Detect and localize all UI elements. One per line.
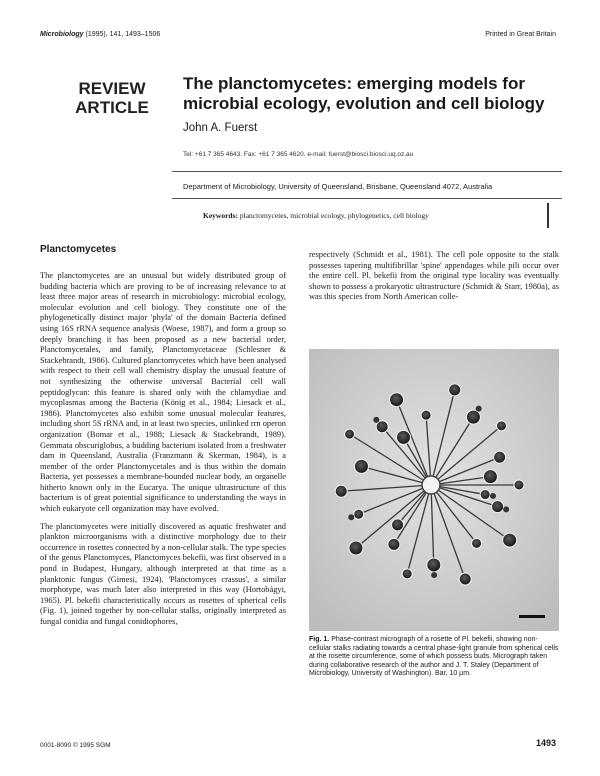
cell-18 xyxy=(496,421,506,431)
cell-19 xyxy=(494,451,506,463)
cell-20 xyxy=(483,470,497,484)
cell-3 xyxy=(472,538,482,548)
keywords-margin-bar xyxy=(547,203,549,228)
body-paragraph-3: respectively (Schmidt et al., 1981). The cell pole opposite to the stalk possesses tapering multifibrillar 'spine' appendages while pili occur over the entire cell. Pl. bekefii from the original type locality was eventually shown to possess a prokaryotic ultrastructure (Schmidt & Starr, 1980a), as was this species from North American colle- xyxy=(309,250,559,302)
cell-4 xyxy=(459,573,471,585)
article-title-line1: The planctomycetes: emerging models for xyxy=(183,74,525,93)
journal-citation xyxy=(40,31,160,38)
cell-12 xyxy=(345,429,355,439)
scale-bar xyxy=(519,615,545,618)
article-type-line1: REVIEW xyxy=(78,79,146,98)
figure-caption-label: Fig. 1. xyxy=(309,636,330,643)
cell-10 xyxy=(335,485,347,497)
header-rule-top xyxy=(172,171,562,172)
bud-17 xyxy=(476,406,482,412)
cell-21 xyxy=(480,490,490,500)
cell-15 xyxy=(421,410,431,420)
cell-16 xyxy=(449,384,461,396)
keywords-text: planctomycetes, microbial ecology, phylogenetics, cell biology xyxy=(239,211,429,220)
bud-21 xyxy=(490,493,496,499)
cell-17 xyxy=(466,410,480,424)
cell-22 xyxy=(392,519,404,531)
cell-13 xyxy=(376,421,388,433)
article-type-line2: ARTICLE xyxy=(75,98,149,117)
bud-5 xyxy=(431,572,437,578)
figure-caption xyxy=(309,636,559,679)
cell-2 xyxy=(503,533,517,547)
figure-caption-text: Phase-contrast micrograph of a rosette of Pl. bekefii, showing non-cellular stalks radiating towards a central phase-light granule from spherical cells at the rosette circumference, some of which possess buds. Micrograph taken during collaborative research of the author and J. T. Staley (Department of Microbiology, University of Washington). Bar, 10 µm. xyxy=(309,636,559,677)
cell-23 xyxy=(397,430,411,444)
author-affiliation: Department of Microbiology, University of Queensland, Brisbane, Queensland 4072, Australia xyxy=(183,182,493,191)
body-paragraph-1: The planctomycetes are an unusual but widely distributed group of budding bacteria which are proving to be of increasing relevance to at least three major areas of research in microbiology: microbial ecology, molecular evolution and cell biology. They constitute one of the phylogenetically distinct major 'phyla' of the domain Bacteria defined using 16S rRNA sequence analysis (Woese, 1987), and form a group so deeply branching it has been proposed as a new bacterial order, Planctomycetales, and family, Planctomycetaceae (Schlesner & Stackebrandt, 1986). Cultured planctomycetes which have been analysed with respect to their cell wall chemistry display the unusual feature of not synthesizing the otherwise universal Bacterial cell wall peptidoglycan: this feature is shared only with the chlamydiae and mycoplasmas among the Bacteria (König et al., 1984; Liesack et al., 1986). Planctomycetes also exhibit some unusual molecular features, including short 5S rRNA and, in at least two species, unlinked rrn operon organization (Bomar et al., 1988; Liesack & Stackebrandt, 1989). Gemmata obscuriglobus, a budding bacterium isolated from a freshwater dam in Queensland, Australia (Franzmann & Skerman, 1984), is a member of the order Planctomycetales and is thus within the domain Bacteria, yet possesses a membrane-bounded nuclear body, an organelle hitherto known only in the Eucarya. The unique ultrastructure of this bacterium is of great potential significance to understanding the ways in which eukaryote cell organization may have evolved. xyxy=(40,271,286,514)
bud-13 xyxy=(373,417,379,423)
figure-micrograph xyxy=(309,349,559,631)
cell-5 xyxy=(427,558,441,572)
keywords-line xyxy=(203,211,429,220)
cell-9 xyxy=(354,509,364,519)
article-type-label xyxy=(62,79,162,117)
page-number: 1493 xyxy=(535,738,556,748)
author-name: John A. Fuerst xyxy=(183,122,258,134)
cell-8 xyxy=(349,541,363,555)
journal-name: Microbiology xyxy=(40,31,84,38)
cell-0 xyxy=(514,480,524,490)
header-rule-bottom xyxy=(172,198,562,199)
printed-in: Printed in Great Britain xyxy=(485,31,556,38)
bud-9 xyxy=(348,514,354,520)
cell-11 xyxy=(354,459,368,473)
article-title-line2: microbial ecology, evolution and cell biology xyxy=(183,94,545,113)
cell-14 xyxy=(390,393,404,407)
keywords-label: Keywords: xyxy=(203,211,238,220)
central-granule xyxy=(422,476,440,494)
rosette-micrograph-image xyxy=(309,349,559,631)
body-paragraph-2: The planctomycetes were initially discovered as aquatic freshwater and plankton microorganisms with a distinctive morphology due to their occurrence in rosettes connected by a non-cellular stalk. The type species of the genus Planctomyces, Planctomyces bekefii, was first observed in a pond in Budapest, Hungary, although interpreted at that time as a planktonic fungus (Gimesi, 1924). 'Planctomyces crassus', a similar morphotype, was much later also interpreted in this way (Hortobágyi, 1965). Pl. bekefii characteristically occurs as rosettes of spherical cells (Fig. 1), joined together by non-cellular stalks, originally interpreted as fungal conidia and fungal conidiophores, xyxy=(40,521,286,626)
body-left-column xyxy=(40,271,286,635)
article-title xyxy=(183,74,563,114)
footer-issn: 0001-8090 © 1995 SGM xyxy=(40,742,111,749)
journal-volume: (1995), 141, 1493–1506 xyxy=(85,31,161,38)
cell-6 xyxy=(402,569,412,579)
bud-1 xyxy=(503,506,509,512)
cell-1 xyxy=(492,501,504,513)
section-heading: Planctomycetes xyxy=(40,244,117,255)
author-contact: Tel: +61 7 365 4643. Fax: +61 7 365 4620. e-mail: fuerst@biosci.biosci.uq.oz.au xyxy=(183,151,414,158)
cell-7 xyxy=(388,538,400,550)
body-right-column xyxy=(309,250,559,310)
